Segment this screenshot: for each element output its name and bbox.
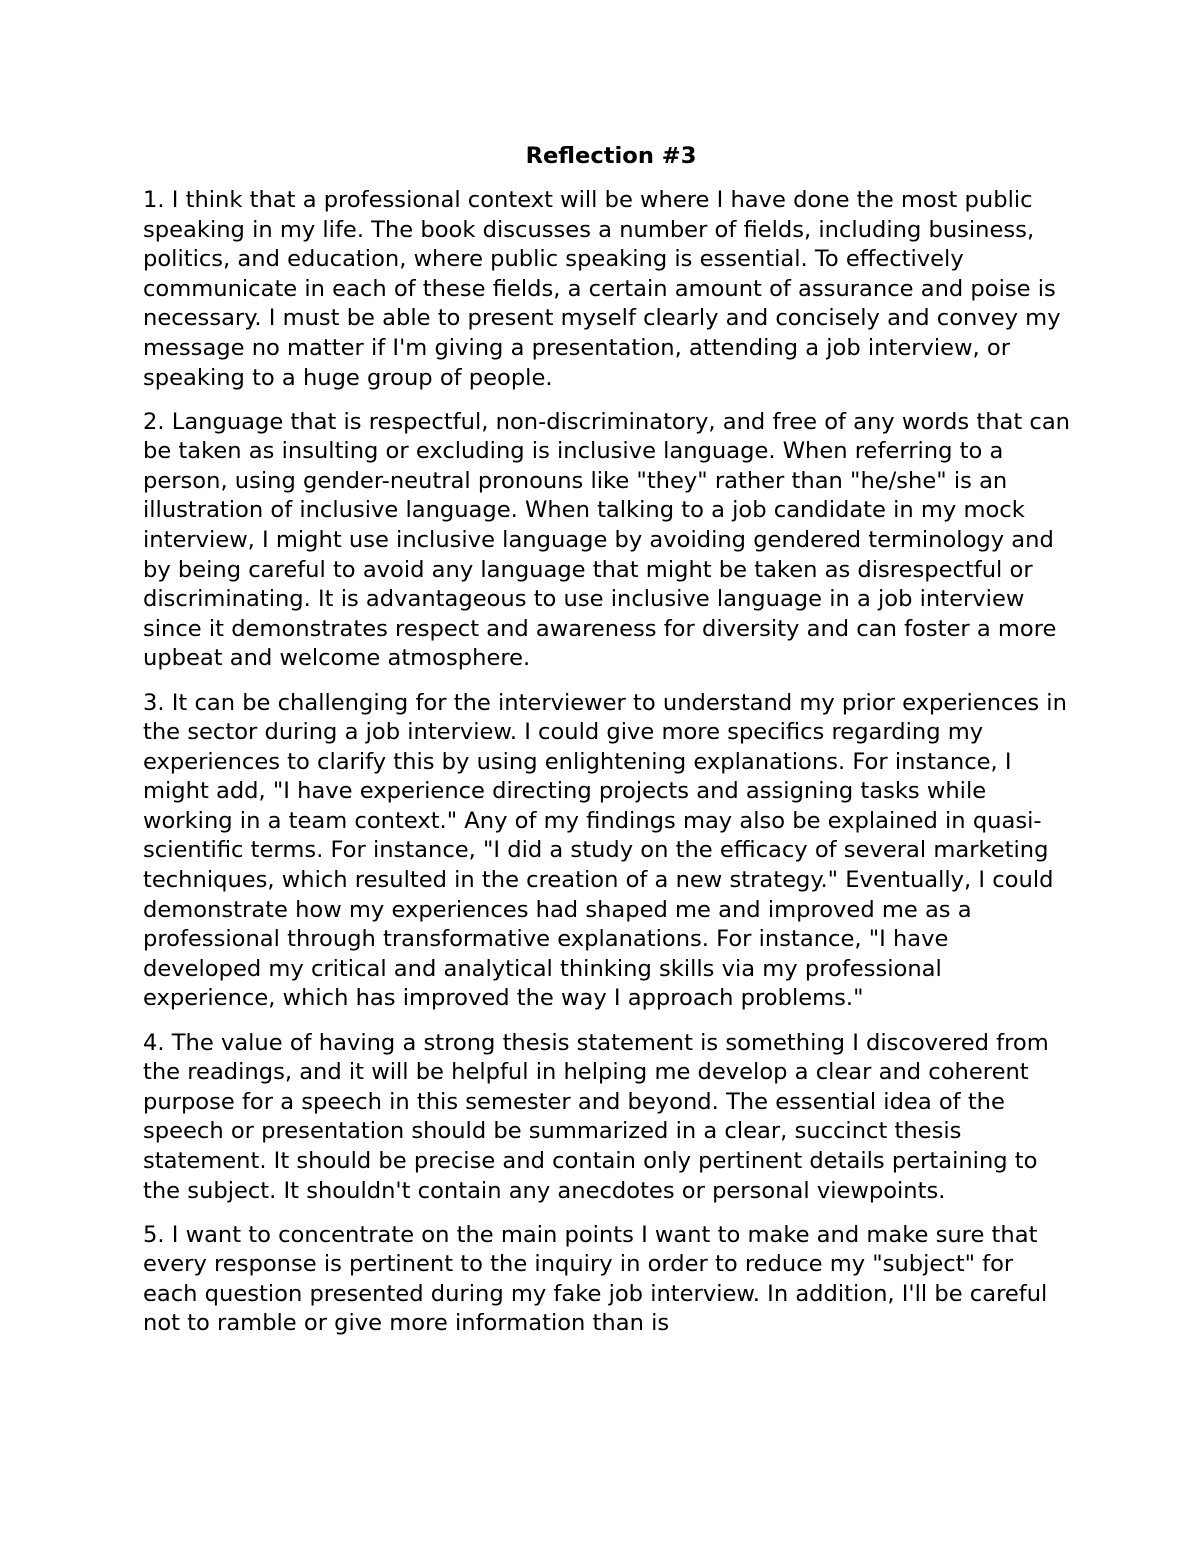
- document-body: [143, 140, 1073, 1353]
- paragraph-5: 5. I want to concentrate on the main points I want to make and make sure that every response is pertinent to the inquiry in order to reduce my "subject" for each question presented during my fake job interview. In addition, I'll be careful not to ramble or give more information than is: [143, 1221, 1048, 1337]
- paragraph-1: 1. I think that a professional context will be where I have done the most public speaking in my life. The book discusses a number of fields, including business, politics, and education, where public speaking is essential. To effectively communicate in each of these fields, a certain amount of assurance and poise is necessary. I must be able to present myself clearly and concisely and convey my message no matter if I'm giving a presentation, attending a job interview, or speaking to a huge group of people.: [143, 187, 1061, 391]
- document-title: Reflection #3: [525, 143, 697, 169]
- paragraph-3: 3. It can be challenging for the interviewer to understand my prior experiences in the sector during a job interview. I could give more specifics regarding my experiences to clarify this by using enlightening explanations. For instance, I might add, "I have experience directing projects and assigning tasks while working in a team context." Any of my findings may also be explained in quasi-scientific terms. For instance, "I did a study on the efficacy of several marketing techniques, which resulted in the creation of a new strategy." Eventually, I could demonstrate how my experiences had shaped me and improved me as a professional through transformative explanations. For instance, "I have developed my critical and analytical thinking skills via my professional experience, which has improved the way I approach problems.": [143, 689, 1067, 1012]
- paragraph-2: 2. Language that is respectful, non-discriminatory, and free of any words that can be taken as insulting or excluding is inclusive language. When referring to a person, using gender-neutral pronouns like "they" rather than "he/she" is an illustration of inclusive language. When talking to a job candidate in my mock interview, I might use inclusive language by avoiding gendered terminology and by being careful to avoid any language that might be taken as disrespectful or discriminating. It is advantageous to use inclusive language in a job interview since it demonstrates respect and awareness for diversity and can foster a more upbeat and welcome atmosphere.: [143, 408, 1071, 672]
- paragraph-4: 4. The value of having a strong thesis statement is something I discovered from the readings, and it will be helpful in helping me develop a clear and coherent purpose for a speech in this semester and beyond. The essential idea of the speech or presentation should be summarized in a clear, succinct thesis statement. It should be precise and contain only pertinent details pertaining to the subject. It shouldn't contain any anecdotes or personal viewpoints.: [143, 1029, 1049, 1204]
